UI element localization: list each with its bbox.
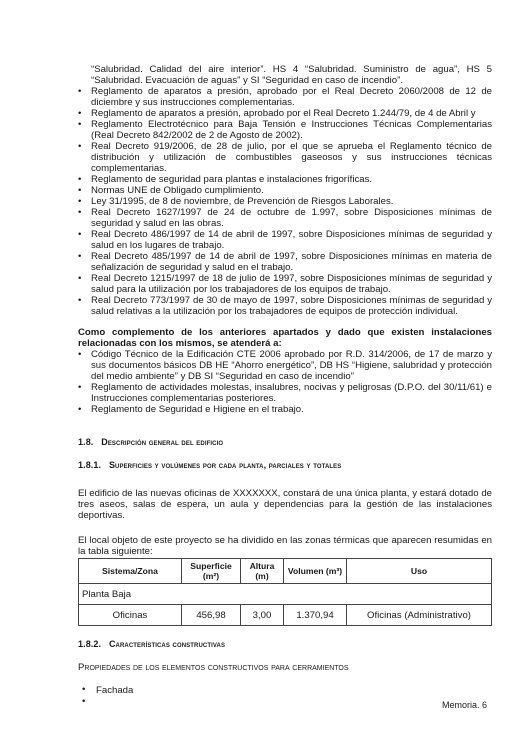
volume-cell: 1.370,94 [284, 605, 347, 626]
table-row [79, 605, 492, 626]
section-number: 1.8. [78, 437, 94, 447]
list-item: • Real Decreto 1215/1997 de 18 de julio de 1997, sobre Disposiciones mínimas de seguridad y salud para la utilización por los trabajadores de los equipos de trabajo. [78, 273, 492, 295]
list-item: • Fachada [78, 685, 492, 697]
list-item: • Reglamento de aparatos a presión, aprobado por el Real Decreto 2060/2008 de 12 de diciembre y sus instrucciones complementarias. [78, 86, 492, 108]
zones-intro: El local objeto de este proyecto se ha dividido en las zonas térmicas que aparecen resumidas en la tabla siguiente: [78, 535, 492, 557]
column-header: Uso [347, 559, 492, 584]
facade-list [78, 685, 492, 709]
complement-intro: Como complemento de los anteriores apartados y dado que existen instalaciones relacionadas con los mismos, se atenderá a: [78, 327, 492, 349]
list-item: • Ley 31/1995, de 8 de noviembre, de Prevención de Riesgos Laborales. [78, 196, 492, 207]
group-cell: Planta Baja [79, 584, 492, 605]
list-item: • Reglamento de seguridad para plantas e instalaciones frigoríficas. [78, 174, 492, 185]
thermal-zones-table [78, 558, 492, 626]
list-item: • Reglamento Electrotécnico para Baja Tensión e Instrucciones Técnicas Complementarias (Real Decreto 842/2002 de 2 de Agosto de 2002). [78, 119, 492, 141]
list-item: • Real Decreto 919/2006, de 28 de julio, por el que se aprueba el Reglamento técnico de distribución y utilización de combustibles gaseosos y sus instrucciones técnicas complementarias. [78, 141, 492, 174]
table-group-row [79, 584, 492, 605]
section-heading-1-8 [78, 437, 492, 448]
column-header: Altura (m) [241, 559, 284, 584]
list-item: • Normas UNE de Obligado cumplimiento. [78, 185, 492, 196]
list-item: • Real Decreto 1627/1997 de 24 de octubre de 1.997, sobre Disposiciones mínimas de seguridad y salud en las obras. [78, 207, 492, 229]
height-cell: 3,00 [241, 605, 284, 626]
column-header: Sistema/Zona [79, 559, 182, 584]
building-description: El edificio de las nuevas oficinas de XXXXXXX, constará de una única planta, y estará dotado de tres aseos, salas de espera, un aula y dependencias para la gestión de las instalaciones deportivas. [78, 488, 492, 521]
list-item: • Reglamento de aparatos a presión, aprobado por el Real Decreto 1.244/79, de 4 de Abril y [78, 108, 492, 119]
page-content [78, 64, 492, 709]
list-item: • Real Decreto 485/1997 de 14 de abril de 1997, sobre Disposiciones mínimas en materia de señalización de seguridad y salud en el trabajo. [78, 251, 492, 273]
column-header: Superficie (m²) [182, 559, 241, 584]
continuation-text: “Salubridad. Calidad del aire interior”. HS 4 “Salubridad. Suministro de agua”, HS 5 “Salubridad. Evacuación de aguas” y SI “Seguridad en caso de incendio”. [91, 64, 492, 86]
section-title: Superficies y volúmenes por cada planta, parciales y totales [108, 460, 342, 470]
list-item: • Código Técnico de la Edificación CTE 2006 aprobado por R.D. 314/2006, de 17 de marzo y sus documentos básicos DB HE “Ahorro energético”, DB HS “Higiene, salubridad y protección del medio ambiente” y DB SI “Seguridad en caso de incendio” [78, 349, 492, 382]
complementary-list [78, 349, 492, 415]
section-heading-1-8-2 [78, 639, 492, 650]
section-title: Características constructivas [108, 639, 226, 649]
list-item [78, 697, 492, 709]
page-footer: Memoria. 6 [442, 700, 488, 710]
list-item: • Reglamento de Seguridad e Higiene en el trabajo. [78, 404, 492, 415]
list-item: • Real Decreto 486/1997 de 14 de abril de 1997, sobre Disposiciones mínimas de seguridad y salud en los lugares de trabajo. [78, 229, 492, 251]
table-header-row [79, 559, 492, 584]
section-number: 1.8.2. [78, 639, 102, 649]
section-title: Descripción general del edificio [101, 437, 224, 447]
column-header: Volumen (m³) [284, 559, 347, 584]
use-cell: Oficinas (Administrativo) [347, 605, 492, 626]
section-number: 1.8.1. [78, 460, 102, 470]
section-heading-1-8-1 [78, 460, 492, 471]
area-cell: 456,98 [182, 605, 241, 626]
regulations-list [78, 86, 492, 317]
subheading: Propiedades de los elementos constructivos para cerramientos [78, 662, 349, 673]
zone-cell: Oficinas [79, 605, 182, 626]
list-item: • Reglamento de actividades molestas, insalubres, nocivas y peligrosas (D.P.O. del 30/11/61) e Instrucciones complementarias posteriores. [78, 382, 492, 404]
list-item: • Real Decreto 773/1997 de 30 de mayo de 1997, sobre Disposiciones mínimas de seguridad y salud relativas a la utilización por los trabajadores de equipos de protección individual. [78, 295, 492, 317]
